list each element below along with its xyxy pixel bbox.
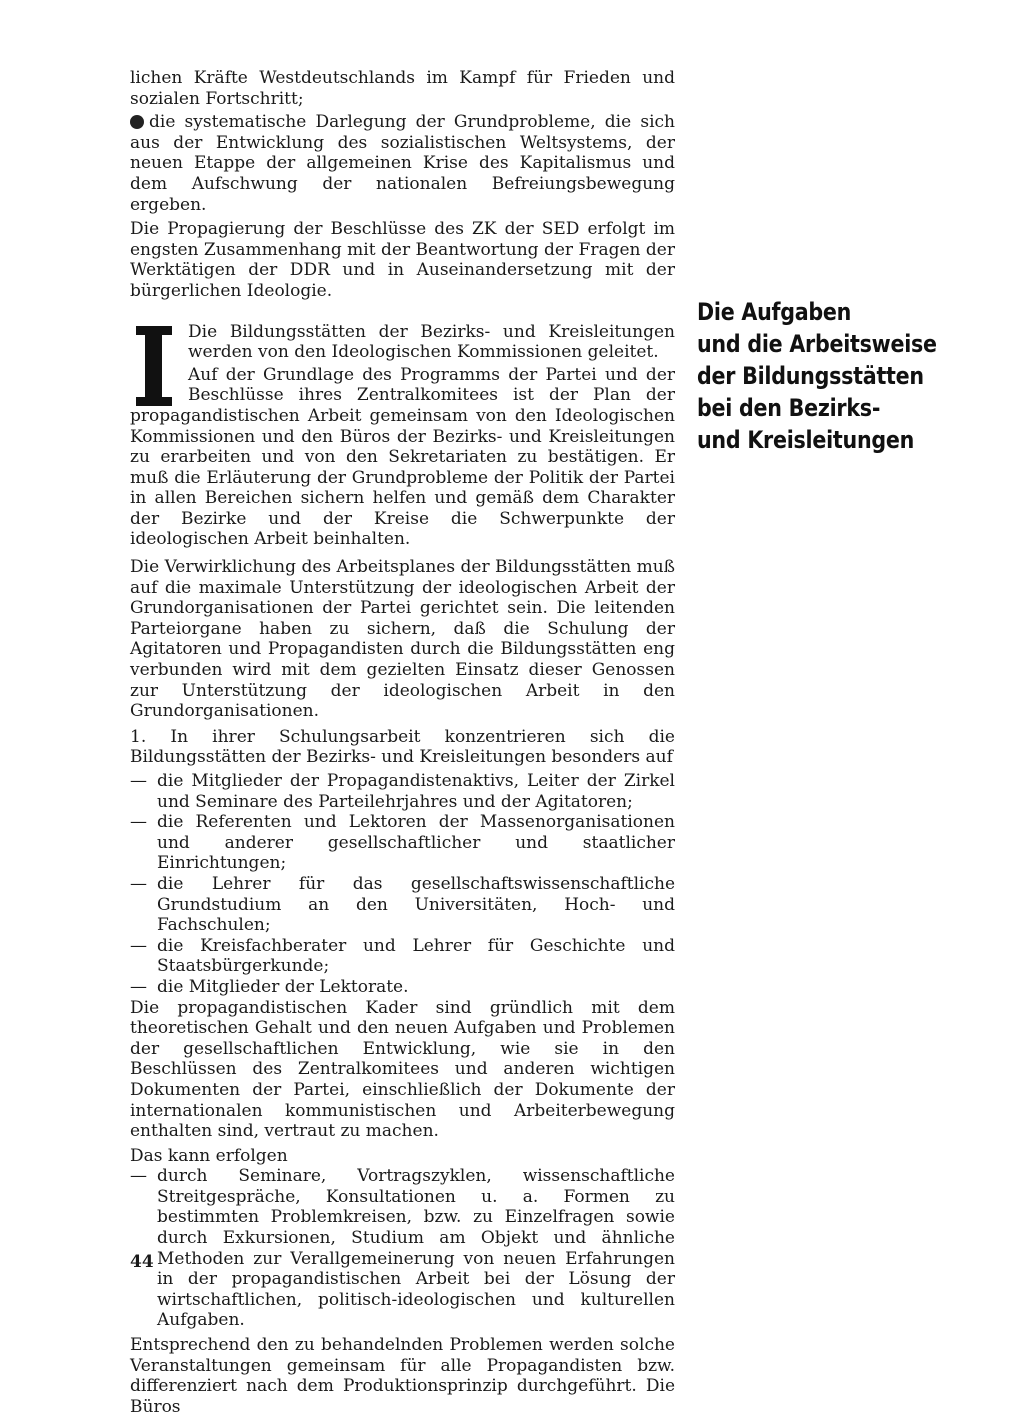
dash-marker: — — [130, 976, 147, 997]
sidebar-heading — [697, 296, 955, 456]
list-item: — die Lehrer für das gesellschaftswissenschaftliche Grundstudium an den Universitäten, Hoch- und Fachschulen; — [130, 873, 675, 936]
list-item: — die Kreisfachberater und Lehrer für Geschichte und Staatsbürgerkunde; — [130, 935, 675, 977]
intro-bullet-text: die systematische Darlegung der Grundprobleme, die sich aus der Entwicklung des sozialistischen Weltsystems, der neuen Etappe der allgemeinen Krise des Kapitalismus und dem Aufschwung der nationalen Befreiungsbewegung ergeben. — [130, 112, 675, 215]
list-item: — durch Seminare, Vortragszyklen, wissenschaftliche Streitgespräche, Konsultationen u. a. Formen zu bestimmten Problemkreisen, bzw. zu Einzelfragen sowie durch Exkursionen, Studium am Objekt und ähnliche Methoden zur Verallgemeinerung von neuen Erfahrungen in der propagandistischen Arbeit bei der Lösung der wirtschaftlichen, politisch-ideologischen und kulturellen Aufgaben. — [130, 1166, 675, 1331]
bullet-dot-icon — [130, 115, 144, 129]
section-paragraph-3: Die Verwirklichung des Arbeitsplanes der Bildungsstätten muß auf die maximale Unterstützung der ideologischen Arbeit der Grundorganisationen der Partei gerichtet sein. Die leitenden Parteiorgane haben zu sichern, daß die Schulung der Agitatoren und Propagandisten durch die Bildungsstätten eng verbunden wird mit dem gezielten Einsatz dieser Genossen zur Unterstützung der ideologischen Arbeit in den Grundorganisationen. — [130, 557, 675, 722]
dash-marker: — — [130, 935, 147, 956]
section-paragraph-7: Entsprechend den zu behandelnden Problemen werden solche Veranstaltungen gemeinsam für alle Propagandisten bzw. differenziert nach dem Produktionsprinzip durchgeführt. Die Büros — [130, 1335, 675, 1417]
dash-marker: — — [130, 812, 147, 833]
intro-bullet-item — [130, 112, 675, 215]
heading-line: der Bildungsstätten — [697, 362, 924, 390]
dash-marker: — — [130, 1166, 147, 1187]
section-paragraph-6: Das kann erfolgen — [130, 1145, 288, 1166]
dash-marker: — — [130, 771, 147, 791]
page-number: 44 — [130, 1252, 154, 1272]
heading-line: und Kreisleitungen — [697, 426, 915, 454]
heading-line: Die Aufgaben — [697, 298, 852, 326]
section-paragraph-5: Die propagandistischen Kader sind gründlich mit dem theoretischen Gehalt und den neuen Aufgaben und Problemen der gesellschaftlichen Entwicklung, wie sie in den Beschlüssen des Zentralkomitees und anderen wichtigen Dokumenten der Partei, einschließlich der Dokumente der internationalen kommunistischen und Arbeiterbewegung enthalten sind, vertraut zu machen. — [130, 997, 675, 1142]
main-text-column — [130, 68, 675, 1417]
section-paragraph-2: Auf der Grundlage des Programms der Partei und der Beschlüsse ihres Zentralkomitees ist der Plan der propagandistischen Arbeit gemeinsam von den Ideologischen Kommissionen und den Büros der Bezirks- und Kreisleitungen zu erarbeiten und von den Sekretariaten zu bestätigen. Er muß die Erläuterung der Grundprobleme der Politik der Partei in allen Bereichen sichern helfen und gemäß dem Charakter der Bezirke und der Kreise die Schwerpunkte der ideologischen Arbeit beinhalten. — [130, 364, 675, 550]
section-paragraph-1: Die Bildungsstätten der Bezirks- und Kreisleitungen werden von den Ideologischen Kommissionen geleitet. — [188, 321, 675, 363]
intro-paragraph: Die Propagierung der Beschlüsse des ZK der SED erfolgt im engsten Zusammenhang mit der Beantwortung der Fragen der Werktätigen der DDR und in Auseinandersetzung mit der bürgerlichen Ideologie. — [130, 219, 675, 301]
intro-line: lichen Kräfte Westdeutschlands im Kampf für Frieden und sozialen Fortschritt; — [130, 68, 675, 109]
section-start — [130, 322, 675, 551]
list-item: — die Referenten und Lektoren der Massenorganisationen und anderer gesellschaftlicher und staatlicher Einrichtungen; — [130, 812, 675, 874]
dash-marker: — — [130, 873, 147, 894]
list-item: — die Mitglieder der Lektorate. — [130, 976, 409, 997]
drop-cap-initial — [132, 326, 176, 406]
heading-line: bei den Bezirks- — [697, 394, 881, 422]
target-group-list — [130, 771, 675, 998]
section-paragraph-4: 1. In ihrer Schulungsarbeit konzentrieren sich die Bildungsstätten der Bezirks- und Kreisleitungen besonders auf — [130, 726, 675, 768]
list-item: — die Mitglieder der Propagandistenaktivs, Leiter der Zirkel und Seminare des Parteilehrjahres und der Agitatoren; — [130, 771, 675, 812]
heading-line: und die Arbeitsweise — [697, 330, 937, 358]
